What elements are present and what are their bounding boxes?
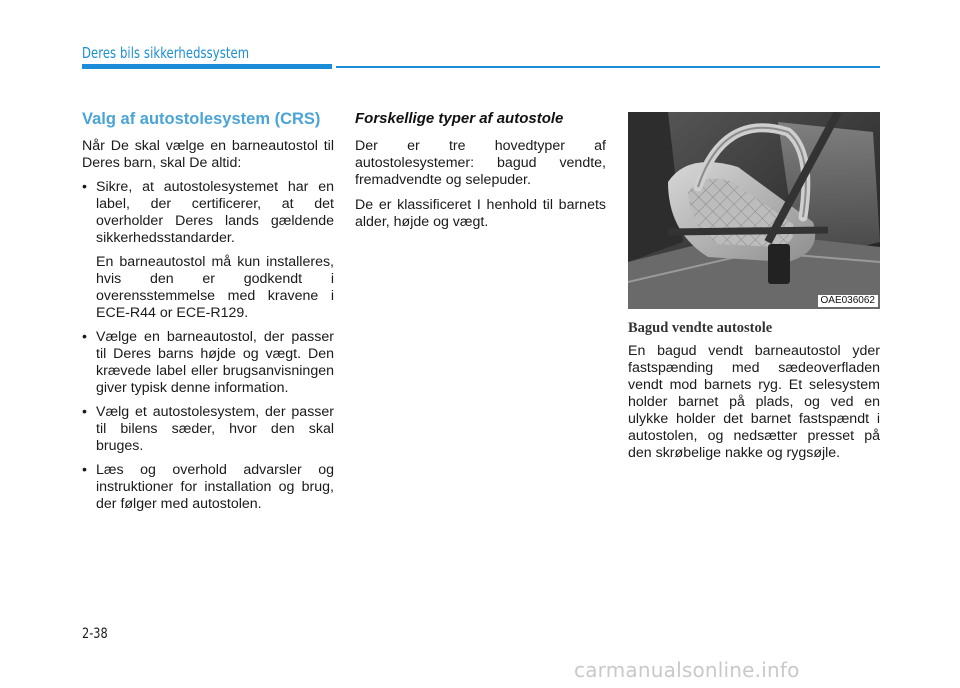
figure-code: OAE036062 [818,295,879,307]
list-item [82,404,334,455]
bullet-dot: • [82,404,87,420]
intro-paragraph: Når De skal vælge en barneautostol til Deres barn, skal De altid: [82,138,334,171]
heading-rear-facing: Bagud vendte autostole [628,320,773,336]
list-item [82,329,334,397]
rear-facing-paragraph: En bagud vendt barneautostol yder fastspænding med sædeoverfladen vendt mod barnets ryg. Et selesystem holder barnet på plads, og ved en ulykke holder det barnet fastspændt i autostolen, og nedsætter presset på den skrøbelige nakke og rygsøjle. [628,343,880,461]
heading-crs: Valg af autostolesystem (CRS) [82,110,321,128]
page-number: 2-38 [82,626,108,642]
section-title: Deres bils sikkerhedssystem [82,44,250,62]
header-rule-thick [82,64,332,69]
bullet-dot: • [82,462,87,478]
heading-types: Forskellige typer af autostole [355,110,564,127]
rear-facing-seat-illustration [628,112,880,309]
bullet-dot: • [82,179,87,195]
list-item [82,179,334,322]
child-seat-figure [628,112,880,309]
header-rule-thin [336,66,880,68]
bullet-text: Læs og overhold advarsler og instruktioner for installation og brug, der følger med autostolen. [96,462,334,512]
bullet-list [82,179,334,513]
column-middle [355,110,606,231]
list-item [82,462,334,513]
column-left [82,110,334,520]
bullet-text: Vælg et autostolesystem, der passer til bilens sæder, hvor den skal bruges. [96,404,334,454]
bullet-dot: • [82,329,87,345]
types-paragraph: Der er tre hovedtyper af autostolesystemer: bagud vendte, fremadvendte og selepuder. [355,138,606,188]
watermark: carmanualsonline.info [574,658,800,682]
bullet-text: Sikre, at autostolesystemet har en label, der certificerer, at det overholder Deres lands gældende sikkerhedsstandarder. [96,179,334,246]
bullet-text: Vælge en barneautostol, der passer til Deres barns højde og vægt. Den krævede label eller brugsanvisningen giver typisk denne information. [96,329,334,396]
classification-paragraph: De er klassificeret I henhold til barnets alder, højde og vægt. [355,197,606,230]
column-right [628,112,880,462]
bullet-extra-text: En barneautostol må kun installeres, hvis den er godkendt i overensstemmelse med kravene i ECE-R44 or ECE-R129. [96,254,334,321]
